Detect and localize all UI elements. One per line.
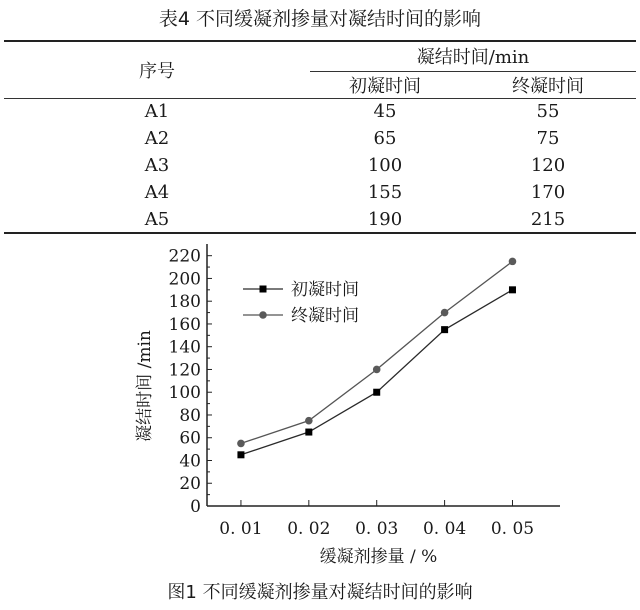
legend-marker-circle bbox=[259, 311, 267, 319]
y-tick-label: 120 bbox=[168, 360, 201, 381]
data-point-square bbox=[441, 326, 448, 333]
cell-id: A3 bbox=[144, 155, 170, 176]
cell-initial: 155 bbox=[367, 182, 403, 203]
setting-time-table bbox=[4, 40, 636, 234]
y-tick-label: 0 bbox=[190, 497, 201, 517]
y-tick-label: 160 bbox=[168, 314, 201, 335]
y-tick-label: 100 bbox=[168, 383, 201, 404]
header-id: 序号 bbox=[4, 41, 310, 98]
data-point-circle bbox=[305, 417, 313, 425]
data-point-circle bbox=[509, 258, 517, 266]
y-tick-label: 220 bbox=[168, 246, 201, 267]
cell-final: 215 bbox=[460, 206, 636, 233]
table-row bbox=[4, 179, 636, 206]
x-tick-label: 0. 03 bbox=[355, 519, 399, 539]
y-tick-label: 80 bbox=[179, 405, 201, 426]
data-point-square bbox=[373, 389, 380, 396]
data-point-square bbox=[305, 429, 312, 436]
table-row bbox=[4, 206, 636, 233]
table-row bbox=[4, 98, 636, 125]
table-row bbox=[4, 125, 636, 152]
header-final: 终凝时间 bbox=[460, 71, 636, 98]
table-title: 表4 不同缓凝剂掺量对凝结时间的影响 bbox=[158, 8, 482, 30]
cell-final: 170 bbox=[530, 182, 566, 203]
cell-final: 55 bbox=[536, 101, 560, 123]
data-point-circle bbox=[373, 366, 381, 374]
cell-id: A4 bbox=[144, 182, 170, 203]
y-tick-label: 20 bbox=[179, 474, 201, 495]
cell-initial: 65 bbox=[373, 128, 397, 149]
y-tick-label: 40 bbox=[179, 451, 201, 472]
cell-final: 120 bbox=[530, 155, 566, 176]
cell-final: 75 bbox=[536, 128, 560, 149]
header-group: 凝结时间/min bbox=[310, 41, 636, 71]
setting-time-chart bbox=[0, 236, 640, 576]
x-tick-label: 0. 04 bbox=[422, 519, 467, 539]
x-axis-label: 缓凝剂掺量 / % bbox=[319, 547, 438, 567]
figure-caption: 图1 不同缓凝剂掺量对凝结时间的影响 bbox=[167, 582, 473, 603]
legend-marker-square bbox=[260, 286, 267, 293]
x-tick-label: 0. 02 bbox=[287, 519, 331, 539]
cell-id: A2 bbox=[144, 128, 170, 149]
data-point-circle bbox=[441, 309, 449, 317]
data-point-circle bbox=[237, 440, 245, 448]
y-axis-label: 凝结时间 /min bbox=[135, 330, 155, 442]
y-tick-label: 60 bbox=[179, 428, 201, 449]
x-tick-label: 0. 01 bbox=[219, 519, 263, 539]
y-tick-label: 180 bbox=[168, 292, 201, 313]
data-point-square bbox=[509, 286, 516, 293]
cell-id: A5 bbox=[4, 206, 310, 233]
x-tick-label: 0. 05 bbox=[490, 519, 535, 539]
table-row bbox=[4, 152, 636, 179]
cell-initial: 45 bbox=[373, 101, 397, 123]
data-point-square bbox=[237, 451, 244, 458]
cell-initial: 190 bbox=[310, 206, 460, 233]
legend-label: 终凝时间 bbox=[291, 306, 359, 326]
cell-initial: 100 bbox=[367, 155, 403, 176]
cell-id: A1 bbox=[144, 101, 170, 123]
y-tick-label: 200 bbox=[168, 269, 201, 290]
legend-label: 初凝时间 bbox=[291, 280, 359, 300]
header-initial: 初凝时间 bbox=[310, 71, 460, 98]
y-tick-label: 140 bbox=[168, 337, 201, 358]
